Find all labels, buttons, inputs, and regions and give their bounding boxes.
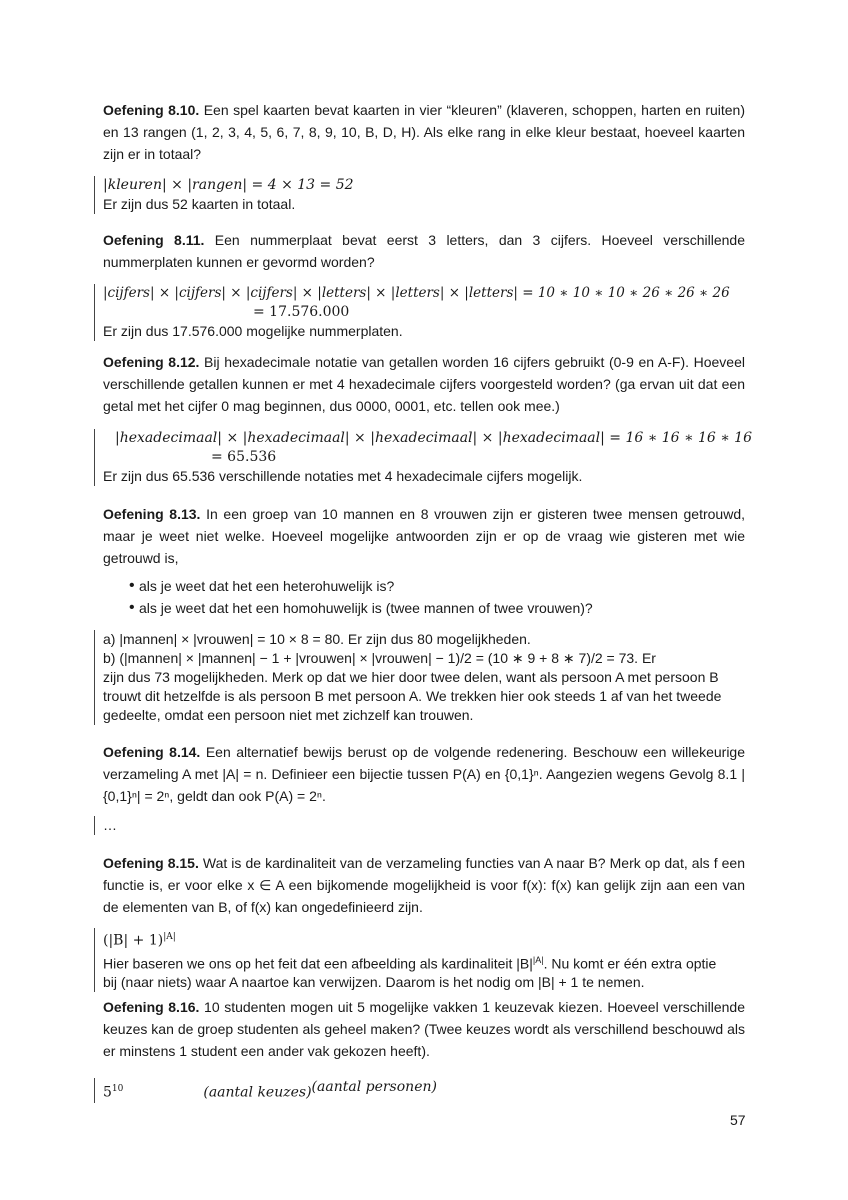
exercise-8-14 — [103, 741, 745, 807]
formula-base: (|B| + 1) — [103, 932, 164, 949]
answer-formula-result: = 17.576.000 — [253, 304, 350, 320]
answer-text-part: Hier baseren we ons op het feit dat een afbeelding als kardinaliteit |B| — [103, 955, 533, 972]
exercise-text: Een nummerplaat bevat eerst 3 letters, dan 3 cijfers. Hoeveel verschillende nummerplaten kunnen er gevormd worden? — [103, 232, 745, 270]
answer-b: zijn dus 73 mogelijkheden. Merk op dat we hier door twee delen, want als persoon A met persoon B — [103, 669, 719, 685]
formula-exponent: 10 — [111, 1084, 124, 1094]
exercise-text: Een alternatief bewijs berust op de volgende redenering. Beschouw een willekeurige verzameling A met |A| = n. Definieer een bijectie tussen P(A) en {0,1}ⁿ. Aangezien wegens Gevolg 8.1 |{0,1}ⁿ| = 2ⁿ, geldt dan ook P(A) = 2ⁿ. — [103, 744, 746, 804]
list-item: • als je weet dat het een heterohuwelijk is? — [103, 575, 593, 597]
answer-text: Er zijn dus 52 kaarten in totaal. — [103, 196, 296, 212]
exercise-8-10 — [103, 99, 745, 165]
exercise-title: Oefening 8.11. — [103, 232, 205, 248]
answer-formula: |hexadecimaal| × |hexadecimaal| × |hexadecimaal| × |hexadecimaal| = 16 ∗ 16 ∗ 16 ∗ 16 — [115, 430, 752, 446]
formula-description: (aantal keuzes) — [203, 1084, 312, 1101]
bullet-list — [103, 575, 593, 619]
exercise-text: Wat is de kardinaliteit van de verzameling functies van A naar B? Merk op dat, als f een functie is, er voor elke x ∈ A een bijkomende mogelijkheid is voor f(x): f(x) kan gelijk zijn aan een van de elementen van B, of f(x) kan ongedefinieerd zijn. — [103, 855, 746, 915]
exercise-8-13 — [103, 503, 745, 569]
formula-description-exponent: (aantal personen) — [311, 1079, 437, 1095]
answer-formula — [103, 1078, 763, 1103]
exercise-text: Bij hexadecimale notatie van getallen worden 16 cijfers gebruikt (0-9 en A-F). Hoeveel verschillende getallen kunnen er met 4 hexadecimale cijfers voorgesteld worden? (ga ervan uit dat een getal met het cijfer 0 mag beginnen, dus 0000, 0001, etc. tellen ook mee.) — [103, 354, 745, 414]
answer-text-part: . Nu komt er één extra optie — [543, 955, 717, 972]
answer-8-15 — [94, 928, 763, 992]
exercise-text: Een spel kaarten bevat kaarten in vier “kleuren” (klaveren, schoppen, harten en ruiten) en 13 rangen (1, 2, 3, 4, 5, 6, 7, 8, 9, 10, B, D, H). Als elke rang in elke kleur bestaat, hoeveel kaarten zijn er in totaal? — [103, 102, 745, 162]
page-number: 57 — [730, 1112, 746, 1128]
answer-8-13 — [94, 630, 763, 725]
answer-b: b) (|mannen| × |mannen| − 1 + |vrouwen| × |vrouwen| − 1)/2 = (10 ∗ 9 + 8 ∗ 7)/2 = 73. Er — [103, 650, 656, 666]
formula-exponent: |A| — [163, 932, 176, 942]
answer-8-12 — [94, 429, 763, 486]
exercise-8-11 — [103, 229, 745, 273]
exercise-title: Oefening 8.13. — [103, 506, 201, 522]
answer-8-14 — [94, 816, 763, 835]
formula-base: 5 — [103, 1084, 112, 1101]
exercise-title: Oefening 8.14. — [103, 744, 201, 760]
answer-8-10 — [94, 176, 763, 214]
answer-text-exponent: |A| — [532, 954, 544, 965]
exercise-title: Oefening 8.10. — [103, 102, 200, 118]
answer-formula: |kleuren| × |rangen| = 4 × 13 = 52 — [103, 177, 354, 193]
exercise-8-16 — [103, 996, 745, 1062]
answer-8-11 — [94, 284, 763, 341]
answer-text: Er zijn dus 17.576.000 mogelijke nummerplaten. — [103, 323, 403, 339]
answer-formula-result: = 65.536 — [211, 449, 277, 465]
exercise-text: 10 studenten mogen uit 5 mogelijke vakken 1 keuzevak kiezen. Hoeveel verschillende keuzes kan de groep studenten als geheel maken? (Twee keuzes wordt als verschillend beschouwd als er minstens 1 student een ander vak gekozen heeft). — [103, 999, 746, 1059]
exercise-text: In een groep van 10 mannen en 8 vrouwen zijn er gisteren twee mensen getrouwd, maar je weet niet welke. Hoeveel mogelijke antwoorden zijn er op de vraag wie gisteren met wie getrouwd is, — [103, 506, 745, 566]
exercise-8-12 — [103, 351, 745, 417]
answer-formula — [103, 928, 763, 951]
answer-text: … — [103, 817, 117, 833]
answer-b: gedeelte, omdat een persoon niet met zichzelf kan trouwen. — [103, 707, 474, 723]
answer-a: a) |mannen| × |vrouwen| = 10 × 8 = 80. Er zijn dus 80 mogelijkheden. — [103, 631, 531, 647]
list-item: • als je weet dat het een homohuwelijk is (twee mannen of twee vrouwen)? — [103, 597, 593, 619]
answer-text — [103, 951, 763, 974]
exercise-title: Oefening 8.12. — [103, 354, 200, 370]
exercise-title: Oefening 8.16. — [103, 999, 200, 1015]
exercise-title: Oefening 8.15. — [103, 855, 199, 871]
answer-formula: |cijfers| × |cijfers| × |cijfers| × |letters| × |letters| × |letters| = 10 ∗ 10 ∗ 10 ∗ 26 ∗ 26 ∗ 26 — [103, 285, 730, 301]
answer-text: bij (naar niets) waar A naartoe kan verwijzen. Daarom is het nodig om |B| + 1 te nemen. — [103, 974, 645, 991]
answer-text: Er zijn dus 65.536 verschillende notaties met 4 hexadecimale cijfers mogelijk. — [103, 468, 583, 484]
answer-8-16 — [94, 1078, 763, 1103]
answer-b: trouwt dit hetzelfde is als persoon B met persoon A. We trekken hier ook steeds 1 af van het tweede — [103, 688, 722, 704]
exercise-8-15 — [103, 852, 745, 918]
